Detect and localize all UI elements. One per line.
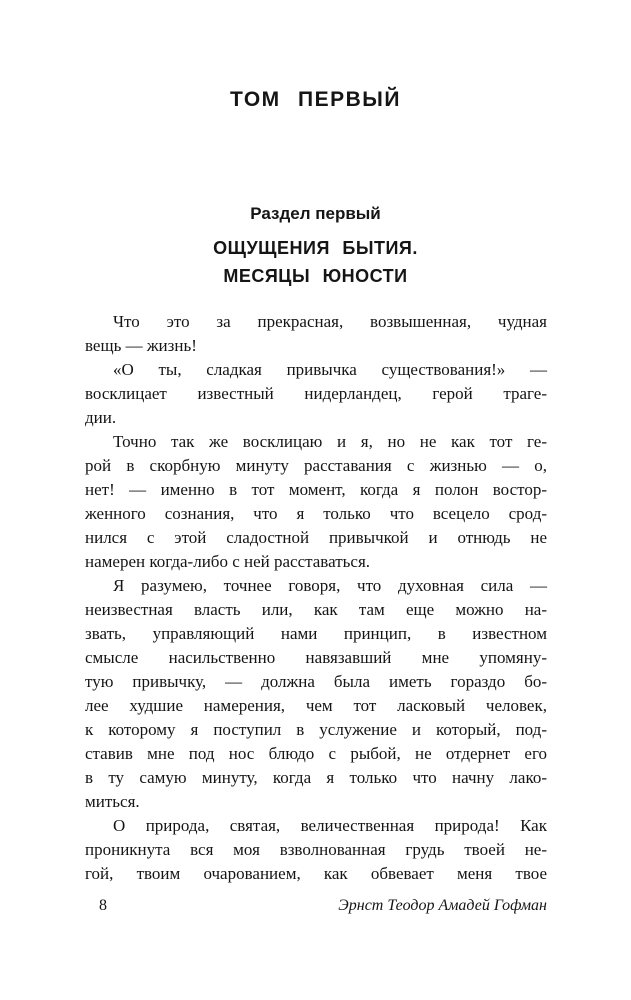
volume-title: ТОМ ПЕРВЫЙ (230, 88, 401, 111)
text-line: нился с этой сладостной привычкой и отнюдь не (85, 528, 547, 547)
text-line: женного сознания, что я только что всецело срод- (85, 504, 547, 523)
text-line: дии. (85, 408, 117, 427)
text-line: вещь — жизнь! (85, 336, 197, 355)
text-line: к которому я поступил в услужение и который, под- (85, 720, 547, 739)
text-line: проникнута вся моя взволнованная грудь твоей не- (85, 840, 547, 859)
paragraph (85, 310, 547, 358)
paragraph (85, 574, 547, 814)
text-line: Что это за прекрасная, возвышенная, чудная (113, 312, 547, 331)
text-line: лее худшие намерения, чем тот ласковый человек, (85, 696, 547, 715)
text-line: ставив мне под нос блюдо с рыбой, не отдернет его (85, 744, 547, 763)
text-line: гой, твоим очарованием, как обвевает меня твое (85, 864, 547, 883)
page-number: 8 (99, 897, 107, 914)
chapter-title-line-2: МЕСЯЦЫ ЮНОСТИ (223, 266, 408, 286)
text-line: восклицает известный нидерландец, герой траге- (85, 384, 547, 403)
text-line: в ту самую минуту, когда я только что начну лако- (85, 768, 547, 787)
text-line: миться. (85, 792, 140, 811)
text-line: «О ты, сладкая привычка существования!» — (113, 360, 547, 379)
running-title-author: Эрнст Теодор Амадей Гофман (338, 897, 547, 914)
paragraph (85, 358, 547, 430)
text-line: рой в скорбную минуту расставания с жизнью — о, (85, 456, 547, 475)
text-line: смысле насильственно навязавший мне упомяну- (85, 648, 547, 667)
paragraph (85, 814, 547, 886)
text-line: тую привычку, — должна была иметь гораздо бо- (85, 672, 547, 691)
chapter-title (0, 234, 631, 290)
text-line: неизвестная власть или, как там еще можно на- (85, 600, 547, 619)
text-line: нет! — именно в тот момент, когда я полон востор- (85, 480, 547, 499)
text-line: звать, управляющий нами принцип, в известном (85, 624, 547, 643)
text-line: Я разумею, точнее говоря, что духовная сила — (113, 576, 547, 595)
section-title: Раздел первый (250, 204, 381, 223)
text-line: Точно так же восклицаю и я, но не как тот ге- (113, 432, 547, 451)
chapter-title-line-1: ОЩУЩЕНИЯ БЫТИЯ. (213, 238, 418, 258)
text-line: О природа, святая, величественная природа! Как (113, 816, 547, 835)
text-line: намерен когда-либо с ней расставаться. (85, 552, 371, 571)
paragraph (85, 430, 547, 574)
page-footer (85, 897, 547, 915)
body-text (85, 310, 547, 886)
